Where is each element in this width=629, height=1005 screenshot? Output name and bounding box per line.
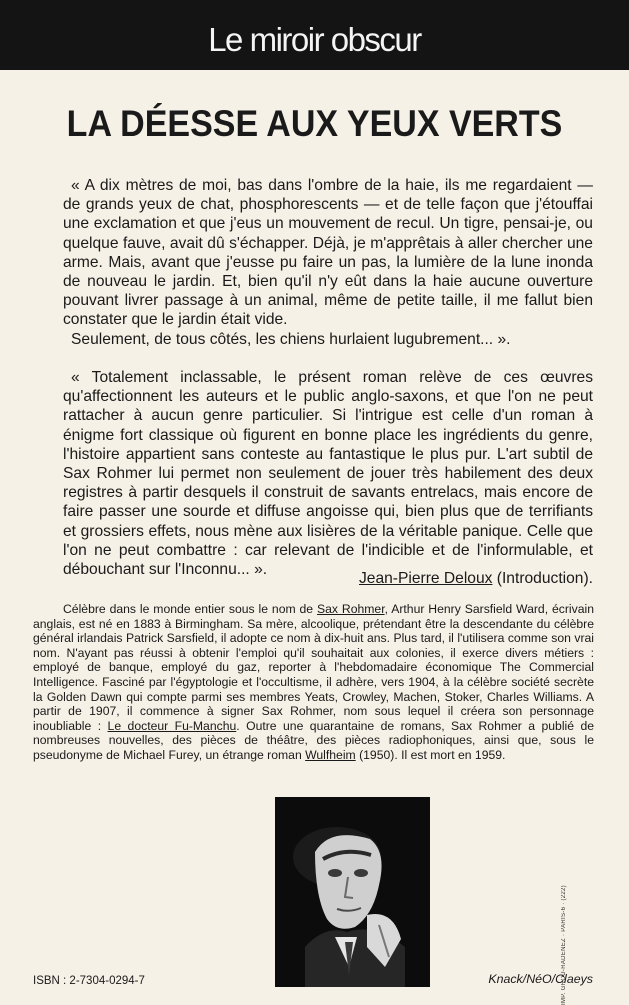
bio-text: , Arthur Henry Sarsfield Ward, écrivain anglais, est né en 1883 à Birmingham. Sa mère, alcoolique, prétendant être la descendante du célèbre général irlandais Patrick Sarsfield, il adopte ce nom à dix-huit ans. Plus tard, il l'utilisera comme son vrai nom. N'ayant pas réussi à obtenir l'emploi qu'il souhaitait aux colonies, il exerce divers métiers : employé de banque, employé du gaz, reporter à l'hebdomadaire économique The Commercial Intelligence. Fasciné par l'égyptologie et l'occultisme, il adhère, vers 1904, à la célèbre société secrète la Golden Dawn qui compte parmi ses membres Yeats, Crowley, Machen, Stoker, Charles Williams. A partir de 1907, il commence à signer Sax Rohmer, nom sous lequel il créera son personnage inoubliable : — [33, 602, 594, 733]
author-portrait-image — [275, 797, 430, 987]
isbn: ISBN : 2-7304-0294-7 — [33, 975, 145, 987]
printer-imprint: IMP. GROU-RADENEZ · PARIS-6 · (222) — [561, 885, 567, 1005]
quote-paragraph: « A dix mètres de moi, bas dans l'ombre de la haie, ils me regardaient — de grands yeux de chat, phosphorescents — et de telle façon que j'étouffai une exclamation et que j'eus un mouvement de recul. Un tigre, pensai-je, ou quelque fauve, avait dû s'échapper. Déjà, je m'apprêtais à aller chercher une arme. Mais, avant que j'eusse pu faire un pas, la lumière de la lune inonda de nouveau le jardin. Et, bien qu'il n'y eût dans la haie aucune ouverture pouvant livrer passage à un animal, même de petite taille, il me fallut bien constater que le jardin était vide. — [63, 177, 593, 329]
bio-text: (1950). Il est mort en 1959. — [355, 747, 506, 762]
bio-underlined-title: Le docteur Fu-Manchu — [107, 718, 237, 733]
author-photo — [275, 797, 430, 987]
excerpt-quote — [63, 176, 593, 349]
signature-name: Jean-Pierre Deloux — [358, 570, 493, 587]
publisher: Knack/NéO/Claeys — [488, 972, 593, 986]
series-band — [0, 0, 629, 70]
bio-text: Célèbre dans le monde entier sous le nom de — [63, 602, 317, 616]
introduction-excerpt — [63, 368, 593, 579]
bio-underlined-title: Wulfheim — [305, 747, 356, 762]
series-title: Le miroir obscur — [208, 21, 421, 58]
author-biography — [33, 602, 594, 763]
bio-underlined-name: Sax Rohmer — [317, 602, 385, 616]
book-title: LA DÉESSE AUX YEUX VERTS — [66, 103, 563, 145]
signature-suffix: (Introduction). — [492, 570, 593, 587]
quote-paragraph: Seulement, de tous côtés, les chiens hurlaient lugubrement... ». — [71, 330, 511, 348]
intro-paragraph: « Totalement inclassable, le présent roman relève de ces œuvres qu'affectionnent les auteurs et le public anglo-saxons, et que l'on ne peut rattacher à aucun genre particulier. Si l'intrigue est celle d'un roman à énigme fort classique où figurent en bonne place les ingrédients du genre, l'histoire appartient sans conteste au fantastique le plus pur. L'art subtil de Sax Rohmer lui permet non seulement de jouer très habilement des deux registres à partir desquels il construit de savants entrelacs, mais encore de faire passer une sourde et diffuse angoisse qui, bien plus que de terrifiants et grossiers effets, nous mène aux lisières de la véritable panique. Celle que l'on ne peut combattre : car relevant de l'indicible et de l'informulable, et débouchant sur l'Inconnu... ». — [63, 369, 593, 579]
intro-signature — [359, 569, 593, 588]
bio-text: . Outre une quarantaine de romans, Sax Rohmer a publié de nombreuses nouvelles, des pièces de théâtre, des pièces radiophoniques, ainsi que, sous le pseudonyme de Michael Furey, un étrange roman — [33, 718, 595, 762]
